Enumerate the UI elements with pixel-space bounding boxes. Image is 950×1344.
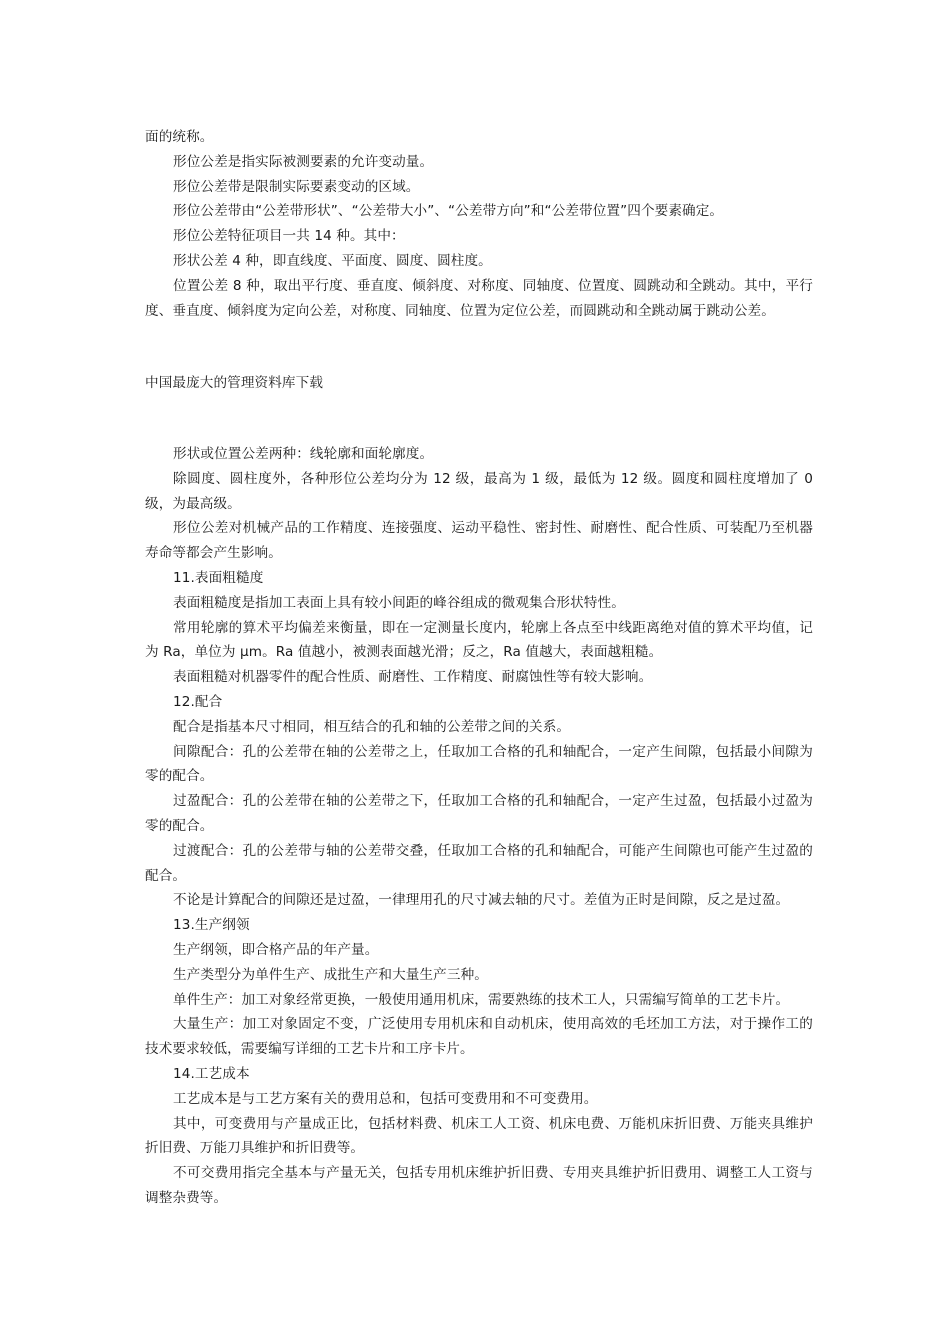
paragraph: 其中，可变费用与产量成正比，包括材料费、机床工人工资、机床电费、万能机床折旧费、万能夹具维护折旧费、万能刀具维护和折旧费等。: [145, 1115, 813, 1157]
watermark-text-line: [145, 371, 813, 396]
paragraph: 大量生产：加工对象固定不变，广泛使用专用机床和自动机床，使用高效的毛坯加工方法，对于操作工的技术要求较低，需要编写详细的工艺卡片和工序卡片。: [145, 1016, 813, 1058]
paragraph: 工艺成本是与工艺方案有关的费用总和，包括可变费用和不可变费用。: [173, 1090, 598, 1107]
paragraph: 面的统称。: [145, 129, 214, 145]
paragraph: 形状或位置公差两种：线轮廓和面轮廓度。: [173, 446, 434, 462]
section-heading: 14.工艺成本: [173, 1065, 250, 1082]
paragraph: 表面粗糙对机器零件的配合性质、耐磨性、工作精度、耐腐蚀性等有较大影响。: [173, 669, 653, 686]
paragraph: 间隙配合：孔的公差带在轴的公差带之上，任取加工合格的孔和轴配合，一定产生间隙，包括最小间隙为零的配合。: [145, 743, 813, 785]
paragraph: 形位公差带由“公差带形状”、“公差带大小”、“公差带方向”和“公差带位置”四个要素确定。: [173, 203, 724, 220]
paragraph: 生产类型分为单件生产、成批生产和大量生产三种。: [173, 966, 488, 983]
paragraph: 形位公差特征项目一共 14 种。其中：: [173, 228, 405, 245]
section-heading: 13.生产纲领: [173, 917, 250, 934]
paragraph: 除圆度、圆柱度外，各种形位公差均分为 12 级，最高为 1 级，最低为 12 级。圆度和圆柱度增加了 0 级，为最高级。: [145, 470, 813, 512]
paragraph: 形位公差是指实际被测要素的允许变动量。: [173, 153, 434, 170]
paragraph: 过渡配合：孔的公差带与轴的公差带交叠，任取加工合格的孔和轴配合，可能产生间隙也可能产生过盈的配合。: [145, 842, 813, 884]
section-heading: 12.配合: [173, 693, 223, 710]
paragraph: 位置公差 8 种，取出平行度、垂直度、倾斜度、对称度、同轴度、位置度、圆跳动和全跳动。其中，平行度、垂直度、倾斜度为定向公差，对称度、同轴度、位置为定位公差，而圆跳动和全跳动属于跳动公差。: [145, 277, 813, 319]
paragraph: 过盈配合：孔的公差带在轴的公差带之下，任取加工合格的孔和轴配合，一定产生过盈，包括最小过盈为零的配合。: [145, 793, 813, 834]
watermark-text: 中国最庞大的管理资料库下载: [145, 375, 324, 391]
paragraph: 形状公差 4 种，即直线度、平面度、圆度、圆柱度。: [173, 252, 492, 269]
text-section-tolerance: [145, 125, 813, 323]
paragraph: 配合是指基本尺寸相同，相互结合的孔和轴的公差带之间的关系。: [173, 718, 571, 735]
paragraph: 单件生产：加工对象经常更换，一般使用通用机床，需要熟练的技术工人，只需编写简单的工艺卡片。: [173, 991, 790, 1008]
paragraph: 常用轮廓的算术平均偏差来衡量，即在一定测量长度内，轮廓上各点至中线距离绝对值的算术平均值，记为 Ra，单位为 μm。Ra 值越小，被测表面越光滑；反之，Ra 值越大，表面越粗糙。: [145, 619, 813, 661]
section-heading: 11.表面粗糙度: [173, 569, 264, 586]
paragraph: 不论是计算配合的间隙还是过盈，一律理用孔的尺寸减去轴的尺寸。差值为正时是间隙，反之是过盈。: [173, 892, 790, 909]
text-section-main: [145, 442, 813, 1211]
paragraph: 表面粗糙度是指加工表面上具有较小间距的峰谷组成的微观集合形状特性。: [173, 594, 625, 611]
paragraph: 不可交费用指完全基本与产量无关，包括专用机床维护折旧费、专用夹具维护折旧费用、调整工人工资与调整杂费等。: [145, 1165, 813, 1206]
paragraph: 生产纲领，即合格产品的年产量。: [173, 941, 379, 958]
paragraph: 形位公差对机械产品的工作精度、连接强度、运动平稳性、密封性、耐磨性、配合性质、可装配乃至机器寿命等都会产生影响。: [145, 520, 813, 562]
paragraph: 形位公差带是限制实际要素变动的区域。: [173, 178, 420, 195]
